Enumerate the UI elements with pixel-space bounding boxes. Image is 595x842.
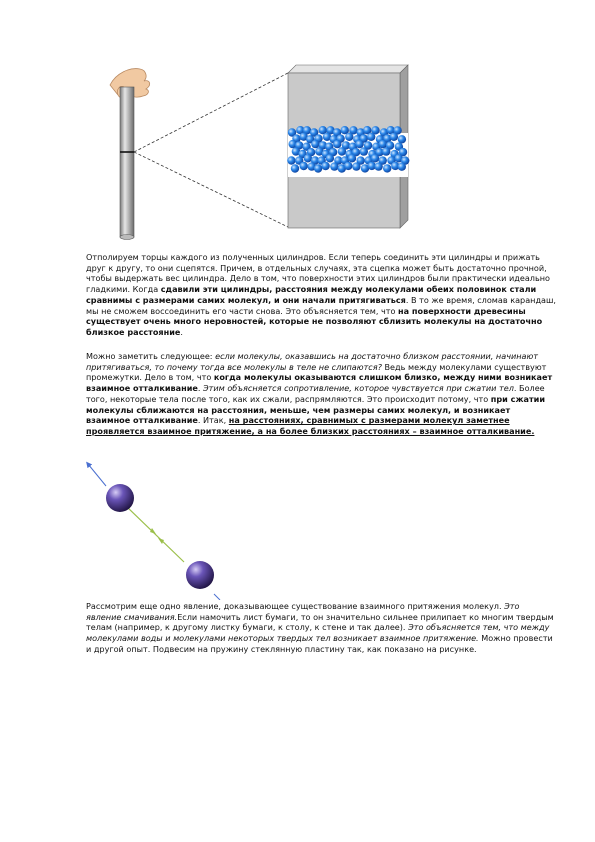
molecule-sphere (348, 154, 356, 162)
molecules-figure (82, 460, 222, 600)
molecule-sphere (344, 162, 352, 170)
repulsion-arrow-bottom (214, 594, 220, 600)
paragraph-1: Отполируем торцы каждого из полученных цилиндров. Если теперь соединить эти цилиндры и прижать друг к другу, то они сцепятся. Причем, в отдельных случаях, эта сцепка может быть достаточно прочной, чтобы выдержать вес цилиндра. Дело в том, что поверхности этих цилиндров были практически идеально гладкими. Когда сдавили эти цилиндры, расстояния между молекулами обеих половинок стали сравнимы с размерами самих молекул, и они начали притягиваться. В то же время, сломав карандаш, мы не сможем воссоединить его части снова. Это объясняется тем, что на поверхности древесины существует очень много неровностей, которые не позволяют сблизить молекулы на достаточно близкое расстояние. (86, 252, 556, 337)
molecule-sphere (360, 147, 368, 155)
molecule-sphere (345, 133, 353, 141)
paragraph-3: Рассмотрим еще одно явление, доказывающее существование взаимного притяжения молекул. Это явление смачивания.Если намочить лист бумаги, то он значительно сильнее прилипает ко многим твердым телам (например, к другому листку бумаги, к столу, к стене и так далее). Это объясняется тем, что между молекулами воды и молекулами некоторых твердых тел возникает взаимное притяжение. Можно провести и другой опыт. Подвесим на пружину стеклянную пластину так, как показано на рисунке. (86, 601, 554, 654)
molecule-sphere (367, 133, 375, 141)
attraction-line (126, 506, 184, 562)
paragraph-2: Можно заметить следующее: если молекулы, оказавшись на достаточно близком расстоянии, начинают притягиваться, то почему тогда все молекулы в теле не слипаются? Ведь между молекулами существуют промежутки. Дело в том, что когда молекулы оказываются слишком близко, между ними возникает взаимное отталкивание. Этим объясняется сопротивление, которое чувствуется при сжатии тел. Более того, некоторые тела после того, как их сжали, распрямляются. Это происходит потому, что при сжатии молекулы сближаются на расстояния, меньше, чем размеры самих молекул, и возникает взаимное отталкивание. Итак, на расстояниях, сравнимых с размерами молекул заметнее проявляется взаимное притяжение, а на более близких расстояниях – взаимное отталкивание. (86, 351, 553, 436)
molecule-sphere (333, 140, 341, 148)
molecule-sphere (382, 147, 390, 155)
molecule-sphere (287, 156, 295, 164)
molecule-sphere (371, 154, 379, 162)
molecule-sphere (355, 140, 363, 148)
molecule-sphere (321, 162, 329, 170)
molecule-sphere (300, 162, 308, 170)
molecule-sphere (326, 154, 334, 162)
repulsion-arrow-top (88, 464, 106, 486)
molecule-sphere (390, 133, 398, 141)
molecule-sphere (352, 162, 360, 170)
molecule-sphere (304, 154, 312, 162)
molecule-sphere (311, 140, 319, 148)
molecule-sphere (374, 162, 382, 170)
molecule-sphere (330, 162, 338, 170)
molecule-sphere (314, 164, 322, 172)
molecule-sphere (383, 164, 391, 172)
cylinder-figure (80, 55, 420, 255)
zoom-block (287, 65, 409, 228)
molecule-ball-2 (186, 561, 214, 589)
molecule-sphere (338, 147, 346, 155)
cylinder (120, 87, 134, 240)
molecule-sphere (398, 163, 406, 171)
molecule-sphere (291, 164, 299, 172)
molecule-ball-1 (106, 484, 134, 512)
molecule-sphere (379, 140, 387, 148)
molecule-sphere (398, 135, 406, 143)
